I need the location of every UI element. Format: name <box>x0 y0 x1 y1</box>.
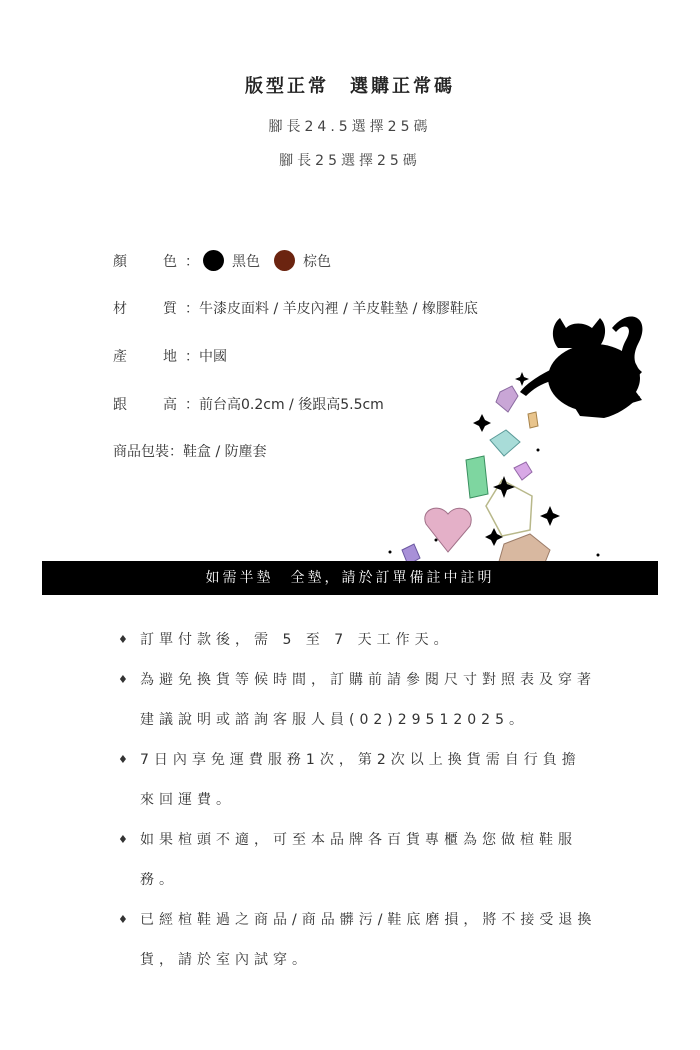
color-swatch-brown[interactable] <box>274 250 295 271</box>
size-advice-line-2: 腳長25選擇25碼 <box>279 153 421 169</box>
spec-origin-row <box>113 346 227 366</box>
spec-separator: ： <box>185 253 199 270</box>
spec-material-value: 牛漆皮面料 / 羊皮內裡 / 羊皮鞋墊 / 橡膠鞋底 <box>199 301 478 317</box>
color-name-black: 黑色 <box>232 253 260 270</box>
insole-note-banner: 如需半墊 全墊，請於訂單備註中註明 <box>42 561 658 595</box>
list-item <box>118 620 598 660</box>
spec-separator: ： <box>169 444 183 460</box>
diamond-bullet-icon: ♦ <box>118 633 133 646</box>
diamond-bullet-icon: ♦ <box>118 833 133 846</box>
note-text: 已經楦鞋過之商品/商品髒污/鞋底磨損，將不接受退換貨，請於室內試穿。 <box>140 912 597 968</box>
list-item <box>118 660 598 740</box>
color-swatch-black[interactable] <box>203 250 224 271</box>
diamond-bullet-icon: ♦ <box>118 753 133 766</box>
gem-shapes <box>402 386 550 565</box>
spec-origin-label-text: 產 地 <box>113 349 177 365</box>
spec-heel-label <box>113 394 199 414</box>
note-text: 為避免換貨等候時間，訂購前請參閱尺寸對照表及穿著建議說明或諮詢客服人員(02)29512025。 <box>140 672 596 728</box>
cat-teapot-icon <box>520 317 642 418</box>
spec-color-label-text: 顏 色 <box>113 253 177 270</box>
spec-separator: ： <box>185 397 199 413</box>
list-item <box>118 900 598 980</box>
spec-material-label-text: 材 質 <box>113 301 177 317</box>
spec-heel-value: 前台高0.2cm / 後跟高5.5cm <box>199 397 384 413</box>
diamond-bullet-icon: ♦ <box>118 673 133 686</box>
note-text: 訂單付款後，需 5 至 7 天工作天。 <box>140 632 453 648</box>
spec-separator: ： <box>185 349 199 365</box>
spec-heel-row <box>113 394 384 414</box>
color-name-brown: 棕色 <box>303 253 331 270</box>
spec-separator: ： <box>185 301 199 317</box>
purchase-notes-list <box>118 620 598 980</box>
spec-origin-value: 中國 <box>199 349 227 365</box>
spec-heel-label-text: 跟 高 <box>113 397 177 413</box>
spec-package-label: 商品包裝 <box>113 444 169 460</box>
spec-origin-label <box>113 346 199 366</box>
spec-material-label <box>113 298 199 318</box>
spec-package-value: 鞋盒 / 防塵套 <box>183 444 267 460</box>
spec-color-label <box>113 251 199 271</box>
size-advice-line-1: 腳長24.5選擇25碼 <box>268 119 432 135</box>
page-title: 版型正常 選購正常碼 <box>245 76 455 97</box>
cat-teapot-gems-illustration <box>380 300 680 565</box>
note-text: 如果楦頭不適，可至本品牌各百貨專櫃為您做楦鞋服務。 <box>140 832 577 888</box>
list-item <box>118 820 598 900</box>
diamond-bullet-icon: ♦ <box>118 913 133 926</box>
list-item <box>118 740 598 820</box>
note-text: 7日內享免運費服務1次，第2次以上換貨需自行負擔來回運費。 <box>140 752 581 808</box>
spec-package-row <box>113 441 267 461</box>
spec-color-row <box>113 250 341 271</box>
